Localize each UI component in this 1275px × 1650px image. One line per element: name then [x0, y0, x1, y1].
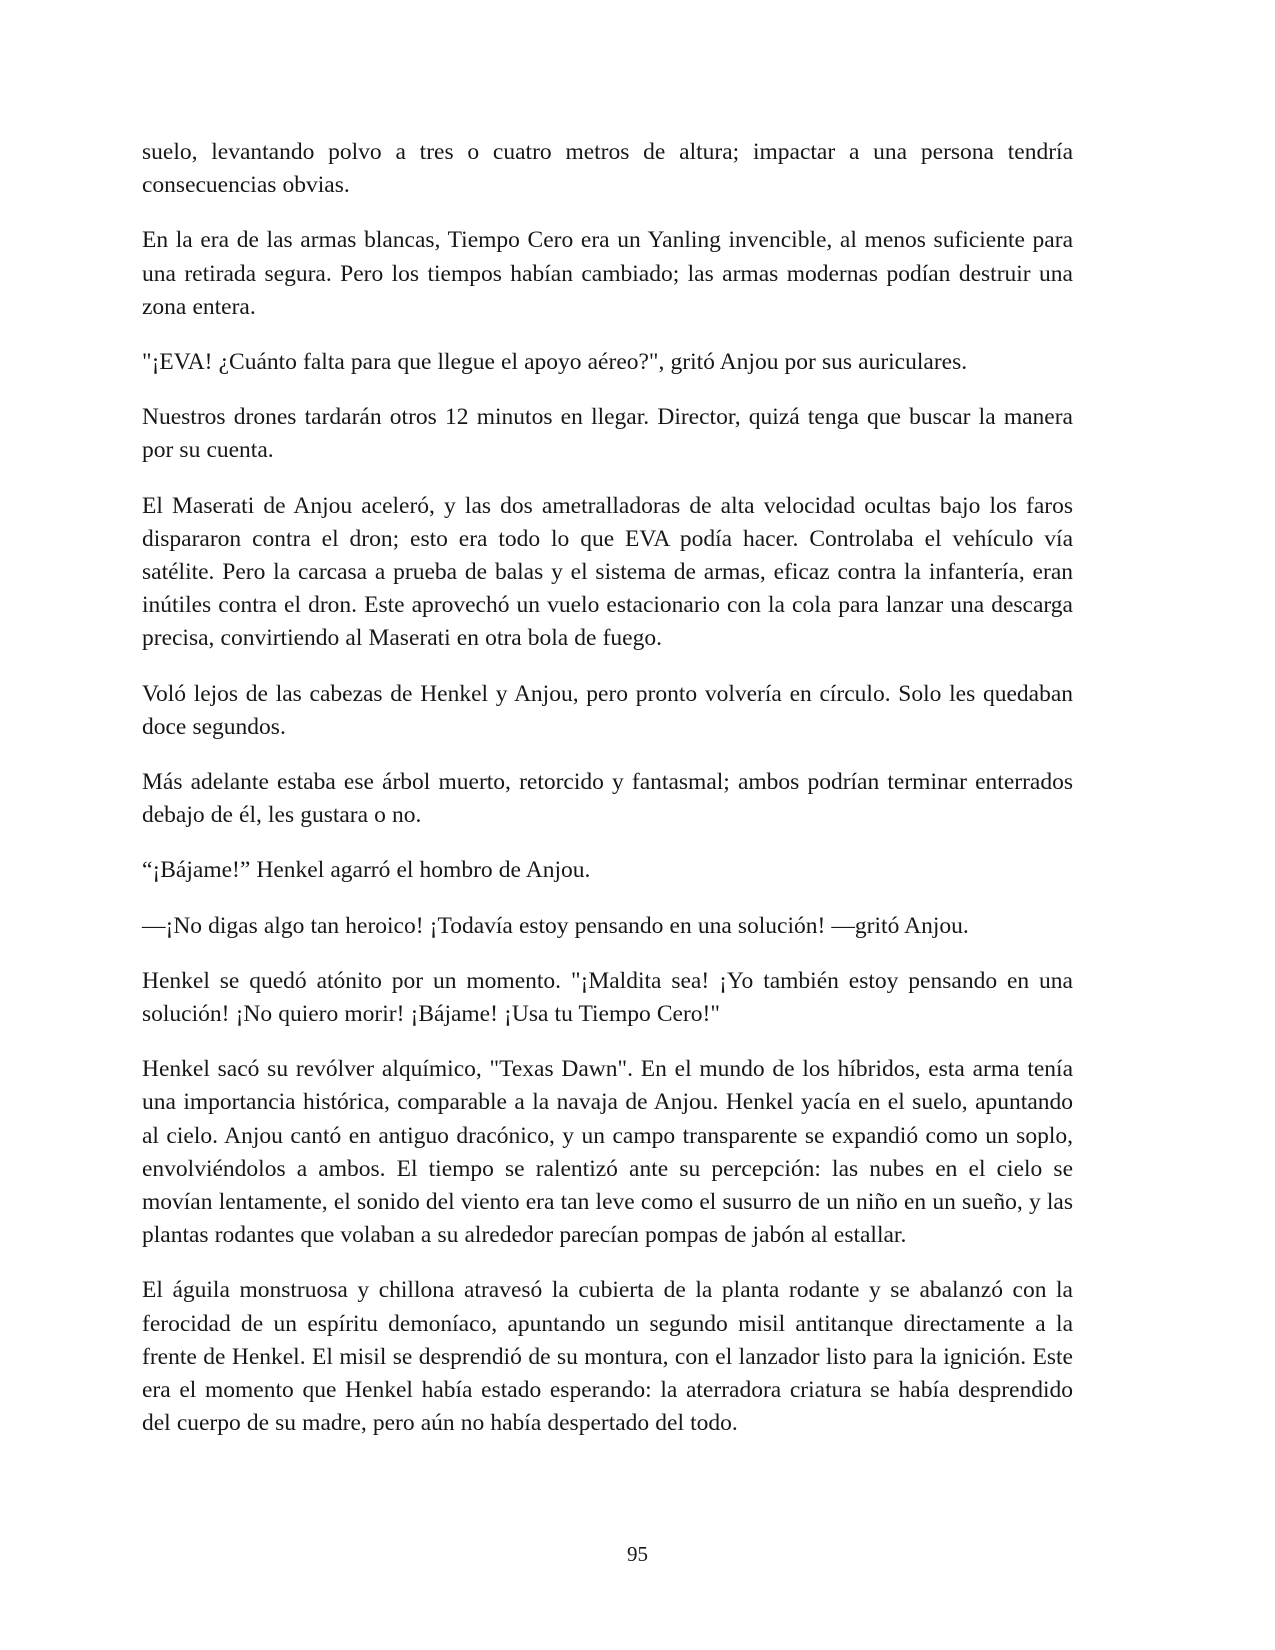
- paragraph: El águila monstruosa y chillona atravesó la cubierta de la planta rodante y se abalanzó con la ferocidad de un espíritu demoníaco, apuntando un segundo misil antitanque directamente a la frente de Henkel. El misil se desprendió de su montura, con el lanzador listo para la ignición. Este era el momento que Henkel había estado esperando: la aterradora criatura se había desprendido del cuerpo de su madre, pero aún no había despertado del todo.: [142, 1277, 1073, 1437]
- paragraph: Nuestros drones tardarán otros 12 minutos en llegar. Director, quizá tenga que buscar la manera por su cuenta.: [142, 404, 1073, 464]
- paragraph: “¡Bájame!” Henkel agarró el hombro de Anjou.: [142, 857, 591, 884]
- paragraph: "¡EVA! ¿Cuánto falta para que llegue el apoyo aéreo?", gritó Anjou por sus auriculares.: [142, 349, 968, 376]
- paragraph: suelo, levantando polvo a tres o cuatro metros de altura; impactar a una persona tendría consecuencias obvias.: [142, 139, 1073, 199]
- paragraph: Henkel sacó su revólver alquímico, "Texas Dawn". En el mundo de los híbridos, esta arma tenía una importancia histórica, comparable a la navaja de Anjou. Henkel yacía en el suelo, apuntando al cielo. Anjou cantó en antiguo dracónico, y un campo transparente se expandió como un soplo, envolviéndolos a ambos. El tiempo se ralentizó ante su percepción: las nubes en el cielo se movían lentamente, el sonido del viento era tan leve como el susurro de un niño en un sueño, y las plantas rodantes que volaban a su alrededor parecían pompas de jabón al estallar.: [142, 1056, 1073, 1249]
- paragraph: Henkel se quedó atónito por un momento. "¡Maldita sea! ¡Yo también estoy pensando en una solución! ¡No quiero morir! ¡Bájame! ¡Usa tu Tiempo Cero!": [142, 967, 1073, 1028]
- paragraph: En la era de las armas blancas, Tiempo Cero era un Yanling invencible, al menos suficiente para una retirada segura. Pero los tiempos habían cambiado; las armas modernas podían destruir una zona entera.: [142, 227, 1073, 320]
- paragraph: El Maserati de Anjou aceleró, y las dos ametralladoras de alta velocidad ocultas bajo los faros dispararon contra el dron; esto era todo lo que EVA podía hacer. Controlaba el vehículo vía satélite. Pero la carcasa a prueba de balas y el sistema de armas, eficaz contra la infantería, eran inútiles contra el dron. Este aprovechó un vuelo estacionario con la cola para lanzar una descarga precisa, convirtiendo al Maserati en otra bola de fuego.: [142, 492, 1073, 652]
- paragraph: —¡No digas algo tan heroico! ¡Todavía estoy pensando en una solución! —gritó Anjou.: [142, 912, 969, 939]
- paragraph: Voló lejos de las cabezas de Henkel y Anjou, pero pronto volvería en círculo. Solo les quedaban doce segundos.: [142, 680, 1073, 740]
- page-number: 95: [627, 1542, 648, 1566]
- paragraph: Más adelante estaba ese árbol muerto, retorcido y fantasmal; ambos podrían terminar enterrados debajo de él, les gustara o no.: [142, 769, 1073, 829]
- body-text-column: [142, 136, 1073, 1441]
